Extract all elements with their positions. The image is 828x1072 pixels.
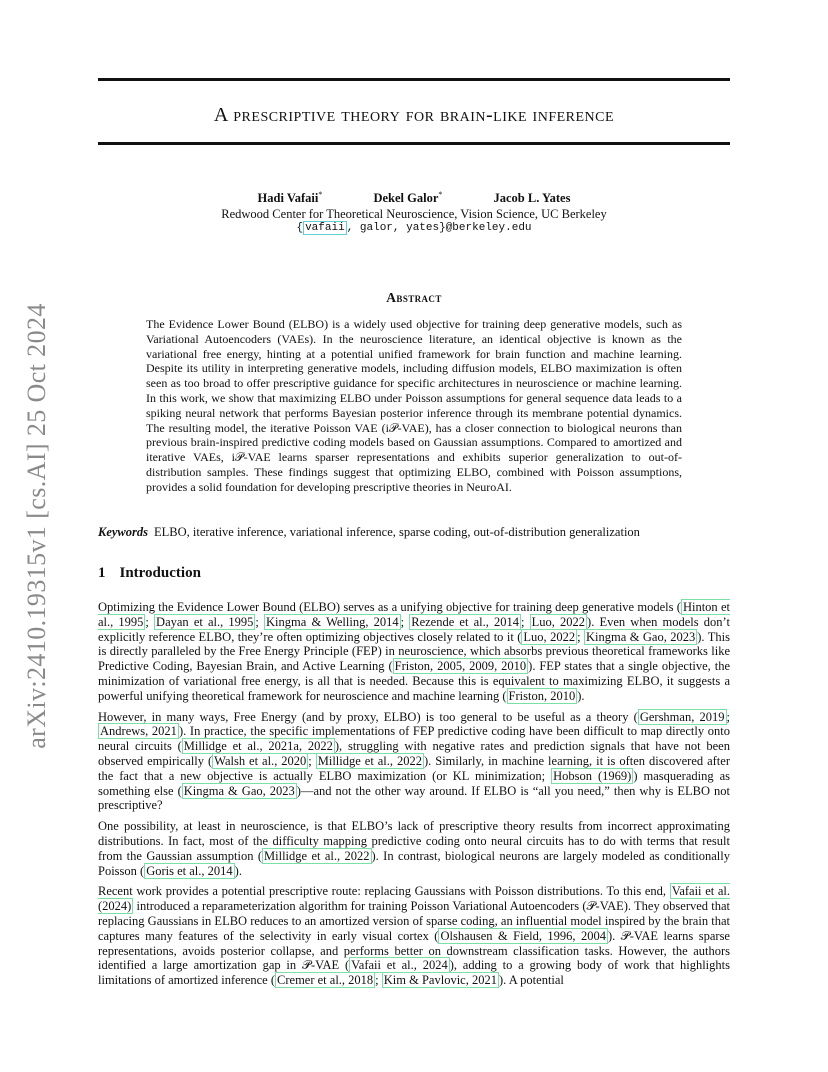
- paragraph-text: One possibility, at least in neuroscience, is that ELBO’s lack of prescriptive theory results from incorrect approximating distributions. In fact, most of the difficulty mapping predictive coding onto neural circuits has to do with terms that result from the Gaussian assumption (: [98, 819, 730, 863]
- paragraph-text: ).: [234, 863, 242, 878]
- abstract-heading: Abstract: [386, 290, 442, 305]
- citation-link[interactable]: Andrews, 2021: [100, 724, 177, 739]
- section-title: Introduction: [119, 565, 201, 581]
- keywords: [98, 525, 730, 540]
- citation-link[interactable]: Dayan et al., 1995: [156, 614, 254, 629]
- paragraph-text: ). This is directly paralleled by the Free Energy Principle (FEP) in neuroscience, which absorbs previous theoretical frameworks like Predictive Coding, Bayesian Brain, and Active Learning (: [98, 629, 730, 674]
- author: Jacob L. Yates: [493, 191, 571, 206]
- section-body: [98, 600, 730, 994]
- paragraph-text: ;: [308, 753, 316, 768]
- paragraph-text: ). In contrast, biological neurons are largely modeled as conditionally Poisson (: [98, 848, 730, 878]
- section-heading: [98, 565, 201, 582]
- citation-link[interactable]: Kim & Pavlovic, 2021: [383, 973, 497, 988]
- citation-link[interactable]: Friston, 2005, 2009, 2010: [394, 659, 527, 674]
- paragraph-text: ).: [577, 688, 585, 703]
- citation-link[interactable]: Vafaii et al., 2024: [351, 958, 448, 973]
- author: Dekel Galor*: [373, 190, 443, 206]
- citation-link[interactable]: Luo, 2022: [523, 629, 576, 644]
- citation-link[interactable]: Hinton et al., 1995: [98, 600, 730, 629]
- citation-link[interactable]: Walsh et al., 2020: [214, 753, 307, 768]
- paragraph: [98, 884, 730, 988]
- paragraph-text: ). In practice, the specific implementations of FEP predictive coding have been difficult to map directly onto neural circuits (: [98, 724, 730, 754]
- author-list: [98, 190, 730, 206]
- paragraph-text: ;: [577, 629, 585, 644]
- abstract-text: The Evidence Lower Bound (ELBO) is a widely used objective for training deep generative models, such as Variational Autoencoders (VAEs). In the neuroscience literature, an identical objective is known as the variational free energy, hinting at a potential unified framework for brain function and machine learning. Despite its utility in interpreting generative models, including diffusion models, ELBO maximization is often seen as too broad to offer prescriptive guidance for specific architectures in neuroscience or machine learning. In this work, we show that maximizing ELBO under Poisson assumptions for general sequence data leads to a spiking neural network that performs Bayesian posterior inference through its membrane potential dynamics. The resulting model, the iterative Poisson VAE (i𝒫-VAE), has a closer connection to biological neurons than previous brain-inspired predictive coding models based on Gaussian assumptions. Compared to amortized and iterative VAEs, i𝒫-VAE learns sparser representations and exhibits superior generalization to out-of-distribution samples. These findings suggest that optimizing ELBO, combined with Poisson assumptions, provides a solid foundation for developing prescriptive theories in NeuroAI.: [146, 317, 682, 494]
- keywords-label: Keywords: [98, 525, 148, 539]
- citation-link[interactable]: Olshausen & Field, 1996, 2004: [440, 928, 607, 943]
- paragraph-text: However, in many ways, Free Energy (and by proxy, ELBO) is too general to be useful as a theory (: [98, 709, 638, 724]
- arxiv-sidebar-stamp: [22, 296, 52, 756]
- email-link[interactable]: vafaii: [305, 222, 345, 234]
- paragraph-text: ). FEP states that a single objective, the minimization of variational free energy, is all that is needed. Because this is equivalent to maximizing ELBO, it suggests a powerful unifying theoretical framework for neuroscience and machine learning (: [98, 659, 730, 703]
- paper-title: A prescriptive theory for brain-like inference: [213, 104, 615, 126]
- paragraph-text: ). 𝒫-VAE learns sparse representations, avoids posterior collapse, and performs better on downstream classification tasks. However, the authors identified a large amortization gap in 𝒫-VAE (: [98, 928, 730, 973]
- title-rule-bottom: [98, 142, 730, 145]
- keywords-text: ELBO, iterative inference, variational inference, sparse coding, out-of-distribution generalization: [154, 525, 640, 539]
- arxiv-identifier: arXiv:2410.19315v1 [cs.AI] 25 Oct 2024: [22, 303, 51, 749]
- citation-link[interactable]: Rezende et al., 2014: [411, 614, 520, 629]
- citation-link[interactable]: Kingma & Gao, 2023: [183, 783, 295, 798]
- citation-link[interactable]: Cremer et al., 2018: [277, 973, 374, 988]
- section-number: 1: [98, 565, 106, 581]
- author: Hadi Vafaii*: [257, 190, 323, 206]
- paragraph: [98, 600, 730, 704]
- paragraph-text: ;: [400, 614, 410, 629]
- paragraph-text: ) masquerading as something else (: [98, 768, 731, 798]
- paragraph-text: ). Similarly, in machine learning, it is often discovered after the fact that a new objective is actually ELBO maximization (or KL minimization;: [98, 753, 730, 783]
- citation-link[interactable]: Luo, 2022: [531, 614, 586, 629]
- paragraph-text: ). A potential: [498, 973, 564, 988]
- paragraph-text: ;: [145, 614, 155, 629]
- paragraph-text: )—and not the other way around. If ELBO is “all you need,” then why is ELBO not prescriptive?: [98, 783, 730, 813]
- citation-link[interactable]: Kingma & Gao, 2023: [586, 629, 696, 644]
- citation-link[interactable]: Millidge et al., 2022: [264, 848, 370, 863]
- title-rule-top: [98, 78, 730, 81]
- paragraph-text: ;: [255, 614, 265, 629]
- author-emails: { vafaii , galor, yates}@berkeley.edu: [296, 222, 532, 234]
- paragraph-text: ;: [726, 709, 731, 724]
- paragraph-text: Recent work provides a potential prescriptive route: replacing Gaussians with Poisson distributions. To this end,: [98, 884, 670, 899]
- citation-link[interactable]: Kingma & Welling, 2014: [266, 614, 399, 629]
- citation-link[interactable]: Vafaii et al. (2024): [98, 884, 731, 914]
- citation-link[interactable]: Gershman, 2019: [639, 709, 725, 724]
- citation-link[interactable]: Hobson (1969): [553, 768, 632, 783]
- paragraph-text: ), struggling with negative rates and prediction signals that have not been observed empirically (: [98, 739, 730, 768]
- affiliation: Redwood Center for Theoretical Neuroscience, Vision Science, UC Berkeley: [221, 207, 607, 221]
- paragraph-text: ;: [521, 614, 530, 629]
- paragraph: [98, 819, 730, 878]
- paragraph-text: ). Even when models don’t explicitly reference ELBO, they’re often optimizing objectives closely related to it (: [98, 614, 730, 644]
- paragraph-text: ;: [375, 973, 382, 988]
- paragraph-text: Optimizing the Evidence Lower Bound (ELBO) serves as a unifying objective for training deep generative models (: [98, 600, 681, 614]
- paragraph: [98, 710, 730, 814]
- citation-link[interactable]: Friston, 2010: [508, 688, 576, 703]
- paragraph-text: ), adding to a growing body of work that highlights limitations of amortized inference (: [98, 958, 730, 988]
- citation-link[interactable]: Millidge et al., 2021a, 2022: [183, 739, 333, 754]
- citation-link[interactable]: Goris et al., 2014: [146, 863, 233, 878]
- paragraph-text: introduced a reparameterization algorithm for training Poisson Variational Autoencoders (𝒫-VAE). They observed that replacing Gaussians in ELBO reduces to an amortized version of sparse coding, an influential model inspired by the brain that captures many features of the selectivity in early visual cortex (: [98, 899, 730, 943]
- citation-link[interactable]: Millidge et al., 2022: [317, 753, 422, 768]
